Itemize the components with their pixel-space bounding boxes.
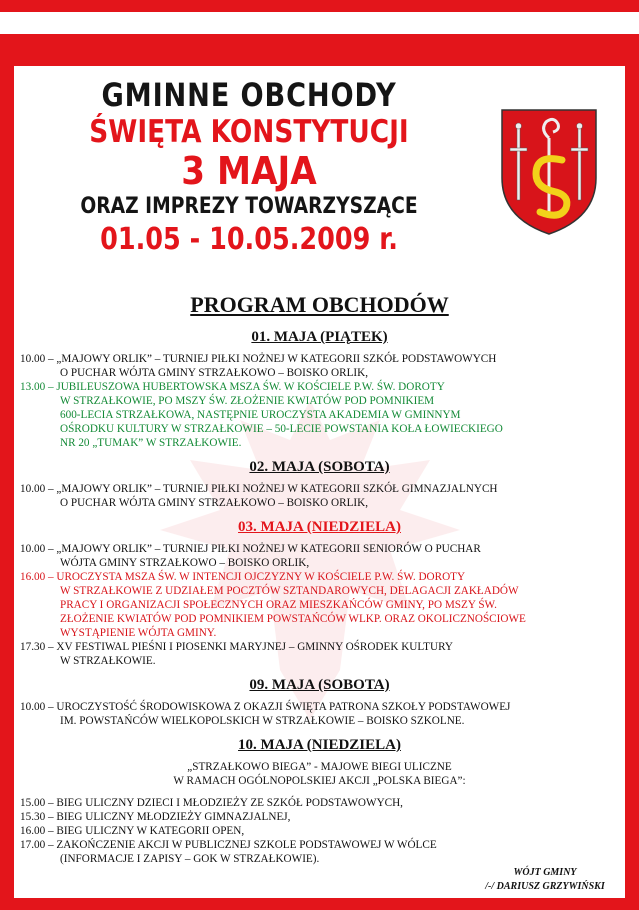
event-line: (INFORMACJE I ZAPISY – GOK W STRZAŁKOWIE). [60,853,320,865]
event-item [20,482,625,510]
event-line: 600-LECIA STRZAŁKOWA, NASTĘPNIE UROCZYSTA AKADEMIA W GMINNYM [60,409,461,421]
event-line: 10.00 – „MAJOWY ORLIK” – TURNIEJ PIŁKI NOŻNEJ W KATEGORII SENIORÓW O PUCHAR [20,543,481,555]
event-line: W STRZAŁKOWIE Z UDZIAŁEM POCZTÓW SZTANDAROWYCH, DELAGACJI ZAKŁADÓW [60,585,519,597]
header-line2: ŚWIĘTA KONSTYTUCJI [89,114,409,150]
event-line: OŚRODKU KULTURY W STRZAŁKOWIE – 50-LECIE POWSTANIA KOŁA ŁOWIECKIEGO [60,423,503,435]
event-item [20,824,625,838]
event-item [20,838,625,866]
event-item [20,352,625,380]
event-line: W STRZAŁKOWIE. [60,655,156,667]
program-title: PROGRAM OBCHODÓW [190,292,449,317]
event-line: 10.00 – UROCZYSTOŚĆ ŚRODOWISKOWA Z OKAZJI ŚWIĘTA PATRONA SZKOŁY PODSTAWOWEJ [20,701,511,713]
event-line: WYSTĄPIENIE WÓJTA GMINY. [60,627,217,639]
event-line: 16.00 – UROCZYSTA MSZA ŚW. W INTENCJI OJCZYZNY W KOŚCIELE P.W. ŚW. DOROTY [20,571,466,583]
event-line: 10.00 – „MAJOWY ORLIK” – TURNIEJ PIŁKI NOŻNEJ W KATEGORII SZKÓŁ PODSTAWOWYCH [20,353,497,365]
event-line: 13.00 – JUBILEUSZOWA HUBERTOWSKA MSZA ŚW. W KOŚCIELE P.W. ŚW. DOROTY [20,381,445,393]
day-heading: 10. MAJA (NIEDZIELA) [238,737,401,753]
signature-name: /-/ DARIUSZ GRZYWIŃSKI [485,881,605,892]
event-item [20,796,625,810]
event-item [20,570,625,640]
event-line: 15.30 – BIEG ULICZNY MŁODZIEŻY GIMNAZJALNEJ, [20,811,291,823]
header-line1: GMINNE OBCHODY [101,76,397,114]
event-line: O PUCHAR WÓJTA GMINY STRZAŁKOWO – BOISKO ORLIK, [60,497,369,509]
event-line: NR 20 „TUMAK” W STRZAŁKOWIE. [60,437,242,449]
header [14,70,484,258]
day-heading: 02. MAJA (SOBOTA) [249,459,390,475]
event-line: WÓJTA GMINY STRZAŁKOWO – BOISKO ORLIK, [60,557,310,569]
run-intro: „STRZAŁKOWO BIEGA” - MAJOWE BIEGI ULICZNE [187,761,452,773]
event-item [20,700,625,728]
event-line: 17.30 – XV FESTIWAL PIEŚNI I PIOSENKI MARYJNEJ – GMINNY OŚRODEK KULTURY [20,641,454,653]
event-line: 15.00 – BIEG ULICZNY DZIECI I MŁODZIEŻY ZE SZKÓŁ PODSTAWOWYCH, [20,797,403,809]
day-heading: 03. MAJA (NIEDZIELA) [238,519,401,535]
signature-title: WÓJT GMINY [513,867,577,878]
coat-of-arms-icon [500,108,598,236]
event-item [20,810,625,824]
event-line: 16.00 – BIEG ULICZNY W KATEGORII OPEN, [20,825,245,837]
run-intro: W RAMACH OGÓLNOPOLSKIEJ AKCJI „POLSKA BIEGA”: [173,775,466,787]
header-line4: ORAZ IMPREZY TOWARZYSZĄCE [80,194,418,219]
event-item [20,380,625,450]
event-line: 10.00 – „MAJOWY ORLIK” – TURNIEJ PIŁKI NOŻNEJ W KATEGORII SZKÓŁ GIMNAZJALNYCH [20,483,498,495]
event-line: 17.00 – ZAKOŃCZENIE AKCJI W PUBLICZNEJ SZKOLE PODSTAWOWEJ W WÓLCE [20,839,437,851]
signature [470,866,620,894]
header-dates: 01.05 - 10.05.2009 r. [100,222,398,257]
program-content [14,290,625,866]
event-line: PRACY I ORGANIZACJI SPOŁECZNYCH ORAZ MIESZKAŃCÓW GMINY, PO MSZY ŚW. [60,599,497,611]
event-item [20,640,625,668]
day-heading: 09. MAJA (SOBOTA) [249,677,390,693]
top-white-stripe [0,12,639,34]
header-line3: 3 MAJA [181,149,317,193]
event-line: ZŁOŻENIE KWIATÓW POD POMNIKIEM POWSTAŃCÓW WLKP. ORAZ OKOLICZNOŚCIOWE [60,613,526,625]
day-heading: 01. MAJA (PIĄTEK) [251,329,388,345]
event-line: W STRZAŁKOWIE, PO MSZY ŚW. ZŁOŻENIE KWIATÓW POD POMNIKIEM [60,395,435,407]
event-line: O PUCHAR WÓJTA GMINY STRZAŁKOWO – BOISKO ORLIK, [60,367,369,379]
event-line: IM. POWSTAŃCÓW WIELKOPOLSKICH W STRZAŁKOWIE – BOISKO SZKOLNE. [60,715,465,727]
event-item [20,542,625,570]
